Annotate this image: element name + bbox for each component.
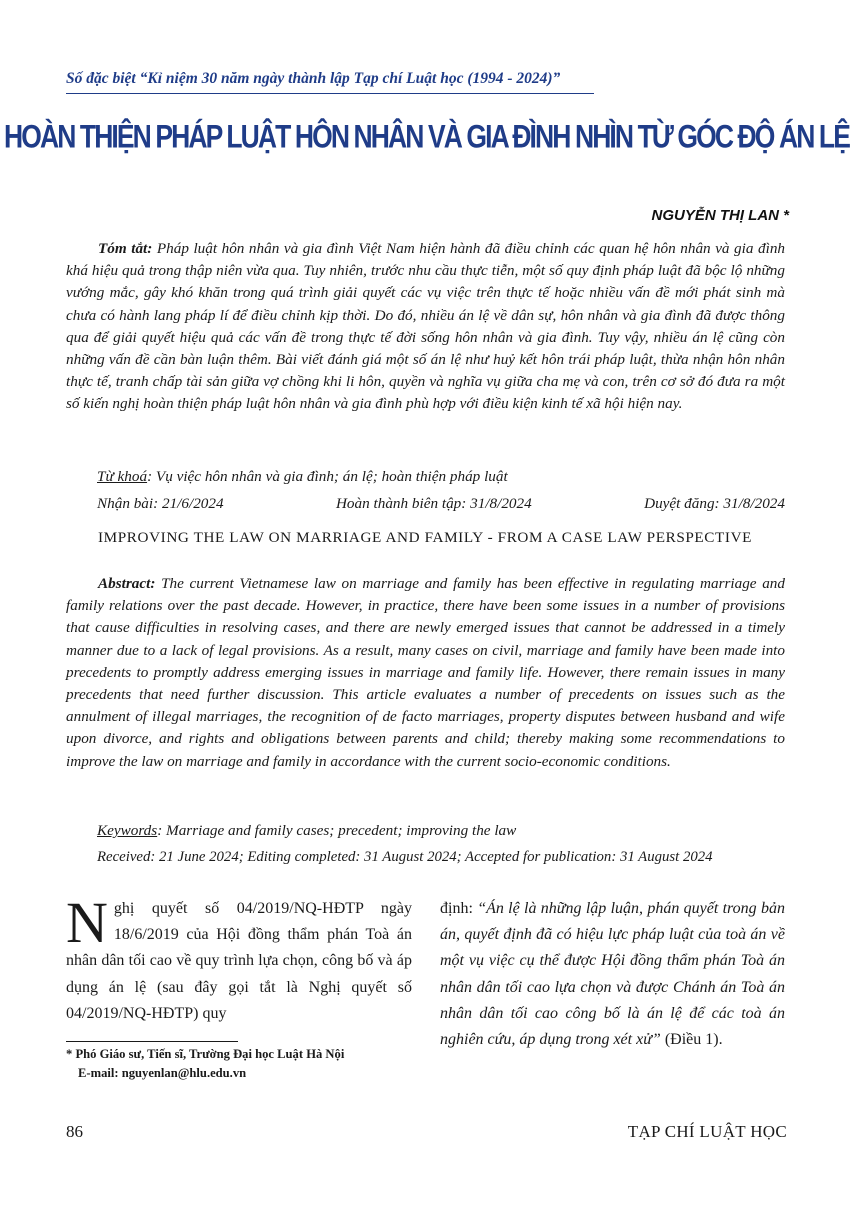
keywords-en [97,822,516,840]
author-footnote [66,1045,344,1082]
dates-en: Received: 21 June 2024; Editing completed: 31 August 2024; Accepted for publication: 31 August 2024 [97,849,713,865]
keywords-vi-text: : Vụ việc hôn nhân và gia đình; án lệ; hoàn thiện pháp luật [147,468,508,485]
body-right-tail: (Điều 1). [660,1031,723,1049]
article-author: NGUYỄN THỊ LAN * [651,207,789,224]
keywords-en-label: Keywords [97,822,158,839]
body-left-text: ghị quyết số 04/2019/NQ-HĐTP ngày 18/6/2019 của Hội đồng thẩm phán Toà án nhân dân tối cao về quy trình lựa chọn, công bố và áp dụng án lệ (sau đây gọi tắt là Nghị quyết số 04/2019/NQ-HĐTP) quy [66,900,412,1022]
abstract-en-text: The current Vietnamese law on marriage and family has been effective in regulating marriage and family relations over the past decade. However, in practice, there have been some issues in a number of provisions that cause difficulties in resolving cases, and there are newly emerged issues that cannot be addressed in a timely manner due to a lack of legal provisions. As a result, many cases on civil, marriage and family have been made into precedents to promptly address emerging issues in marriage and family life. However, there remain issues in many precedents that need further discussion. This article evaluates a number of precedents on issues such as the annulment of illegal marriages, the recognition of de facto marriages, property disputes between husband and wife upon divorce, and rights and obligations between parents and child; thereby making some recommendations to improve the law on marriage and family in accordance with the current socio-economic conditions. [66,575,785,770]
drop-cap: N [66,890,108,955]
keywords-vi [97,468,508,486]
article-title: HOÀN THIỆN PHÁP LUẬT HÔN NHÂN VÀ GIA ĐÌNH NHÌN TỪ GÓC ĐỘ ÁN LỆ [4,118,849,155]
english-title: IMPROVING THE LAW ON MARRIAGE AND FAMILY - FROM A CASE LAW PERSPECTIVE [98,529,753,546]
dates-vi [97,495,785,513]
keywords-vi-label: Từ khoá [97,468,148,485]
footnote-affiliation: * Phó Giáo sư, Tiến sĩ, Trường Đại học Luật Hà Nội [66,1047,345,1061]
body-left-column [66,890,412,1027]
date-edited-vi: Hoàn thành biên tập: 31/8/2024 [335,495,532,512]
keywords-en-text: : Marriage and family cases; precedent; improving the law [157,822,517,839]
footnote-email: E-mail: nguyenlan@hlu.edu.vn [78,1065,247,1080]
summary-vi-text: Pháp luật hôn nhân và gia đình Việt Nam hiện hành đã điều chỉnh các quan hệ hôn nhân và gia đình khá hiệu quả trong thập niên vừa qua. Tuy nhiên, trước nhu cầu thực tiễn, một số quy định pháp luật đã bộc lộ những vướng mắc, gây khó khăn trong quá trình giải quyết các vụ việc trên thực tế hoặc nhiều vấn đề mới phát sinh mà chưa có hành lang pháp lí để điều chỉnh kịp thời. Do đó, nhiều án lệ về dân sự, hôn nhân và gia đình đã được thông qua để giải quyết hiệu quả các vấn đề trong thực tế đời sống hôn nhân và gia đình. Tuy vậy, nhiều án lệ cũng còn những vấn đề cần bàn luận thêm. Bài viết đánh giá một số án lệ như huỷ kết hôn trái pháp luật, thừa nhận hôn nhân thực tế, tranh chấp tài sản giữa vợ chồng khi li hôn, quyền và nghĩa vụ giữa cha mẹ và con, trên cơ sở đó đưa ra một số kiến nghị hoàn thiện pháp luật hôn nhân và gia đình phù hợp với điều kiện kinh tế xã hội hiện nay. [66,240,786,413]
body-right-lead: định: [440,900,478,917]
journal-name: TẠP CHÍ LUẬT HỌC [627,1122,787,1141]
abstract-en [66,573,785,773]
footnote-rule [66,1041,238,1042]
precedent-definition-quote: “Án lệ là những lập luận, phán quyết trong bản án, quyết định đã có hiệu lực pháp luật của toà án về một vụ việc cụ thể được Hội đồng thẩm phán Toà án nhân dân tối cao lựa chọn và được Chánh án Toà án nhân dân tối cao công bố là án lệ để các toà án nghiên cứu, áp dụng trong xét xử” [440,900,785,1049]
summary-vi-label: Tóm tắt: [98,240,153,257]
abstract-en-label: Abstract: [98,575,156,592]
date-received-vi: Nhận bài: 21/6/2024 [97,495,224,512]
date-approved-vi: Duyệt đăng: 31/8/2024 [644,495,785,512]
header-divider [66,93,594,94]
body-right-column [440,896,785,1053]
special-issue-header: Số đặc biệt “Kỉ niệm 30 năm ngày thành lập Tạp chí Luật học (1994 - 2024)” [66,70,561,87]
summary-vi [66,238,785,416]
page-number: 86 [66,1122,83,1141]
